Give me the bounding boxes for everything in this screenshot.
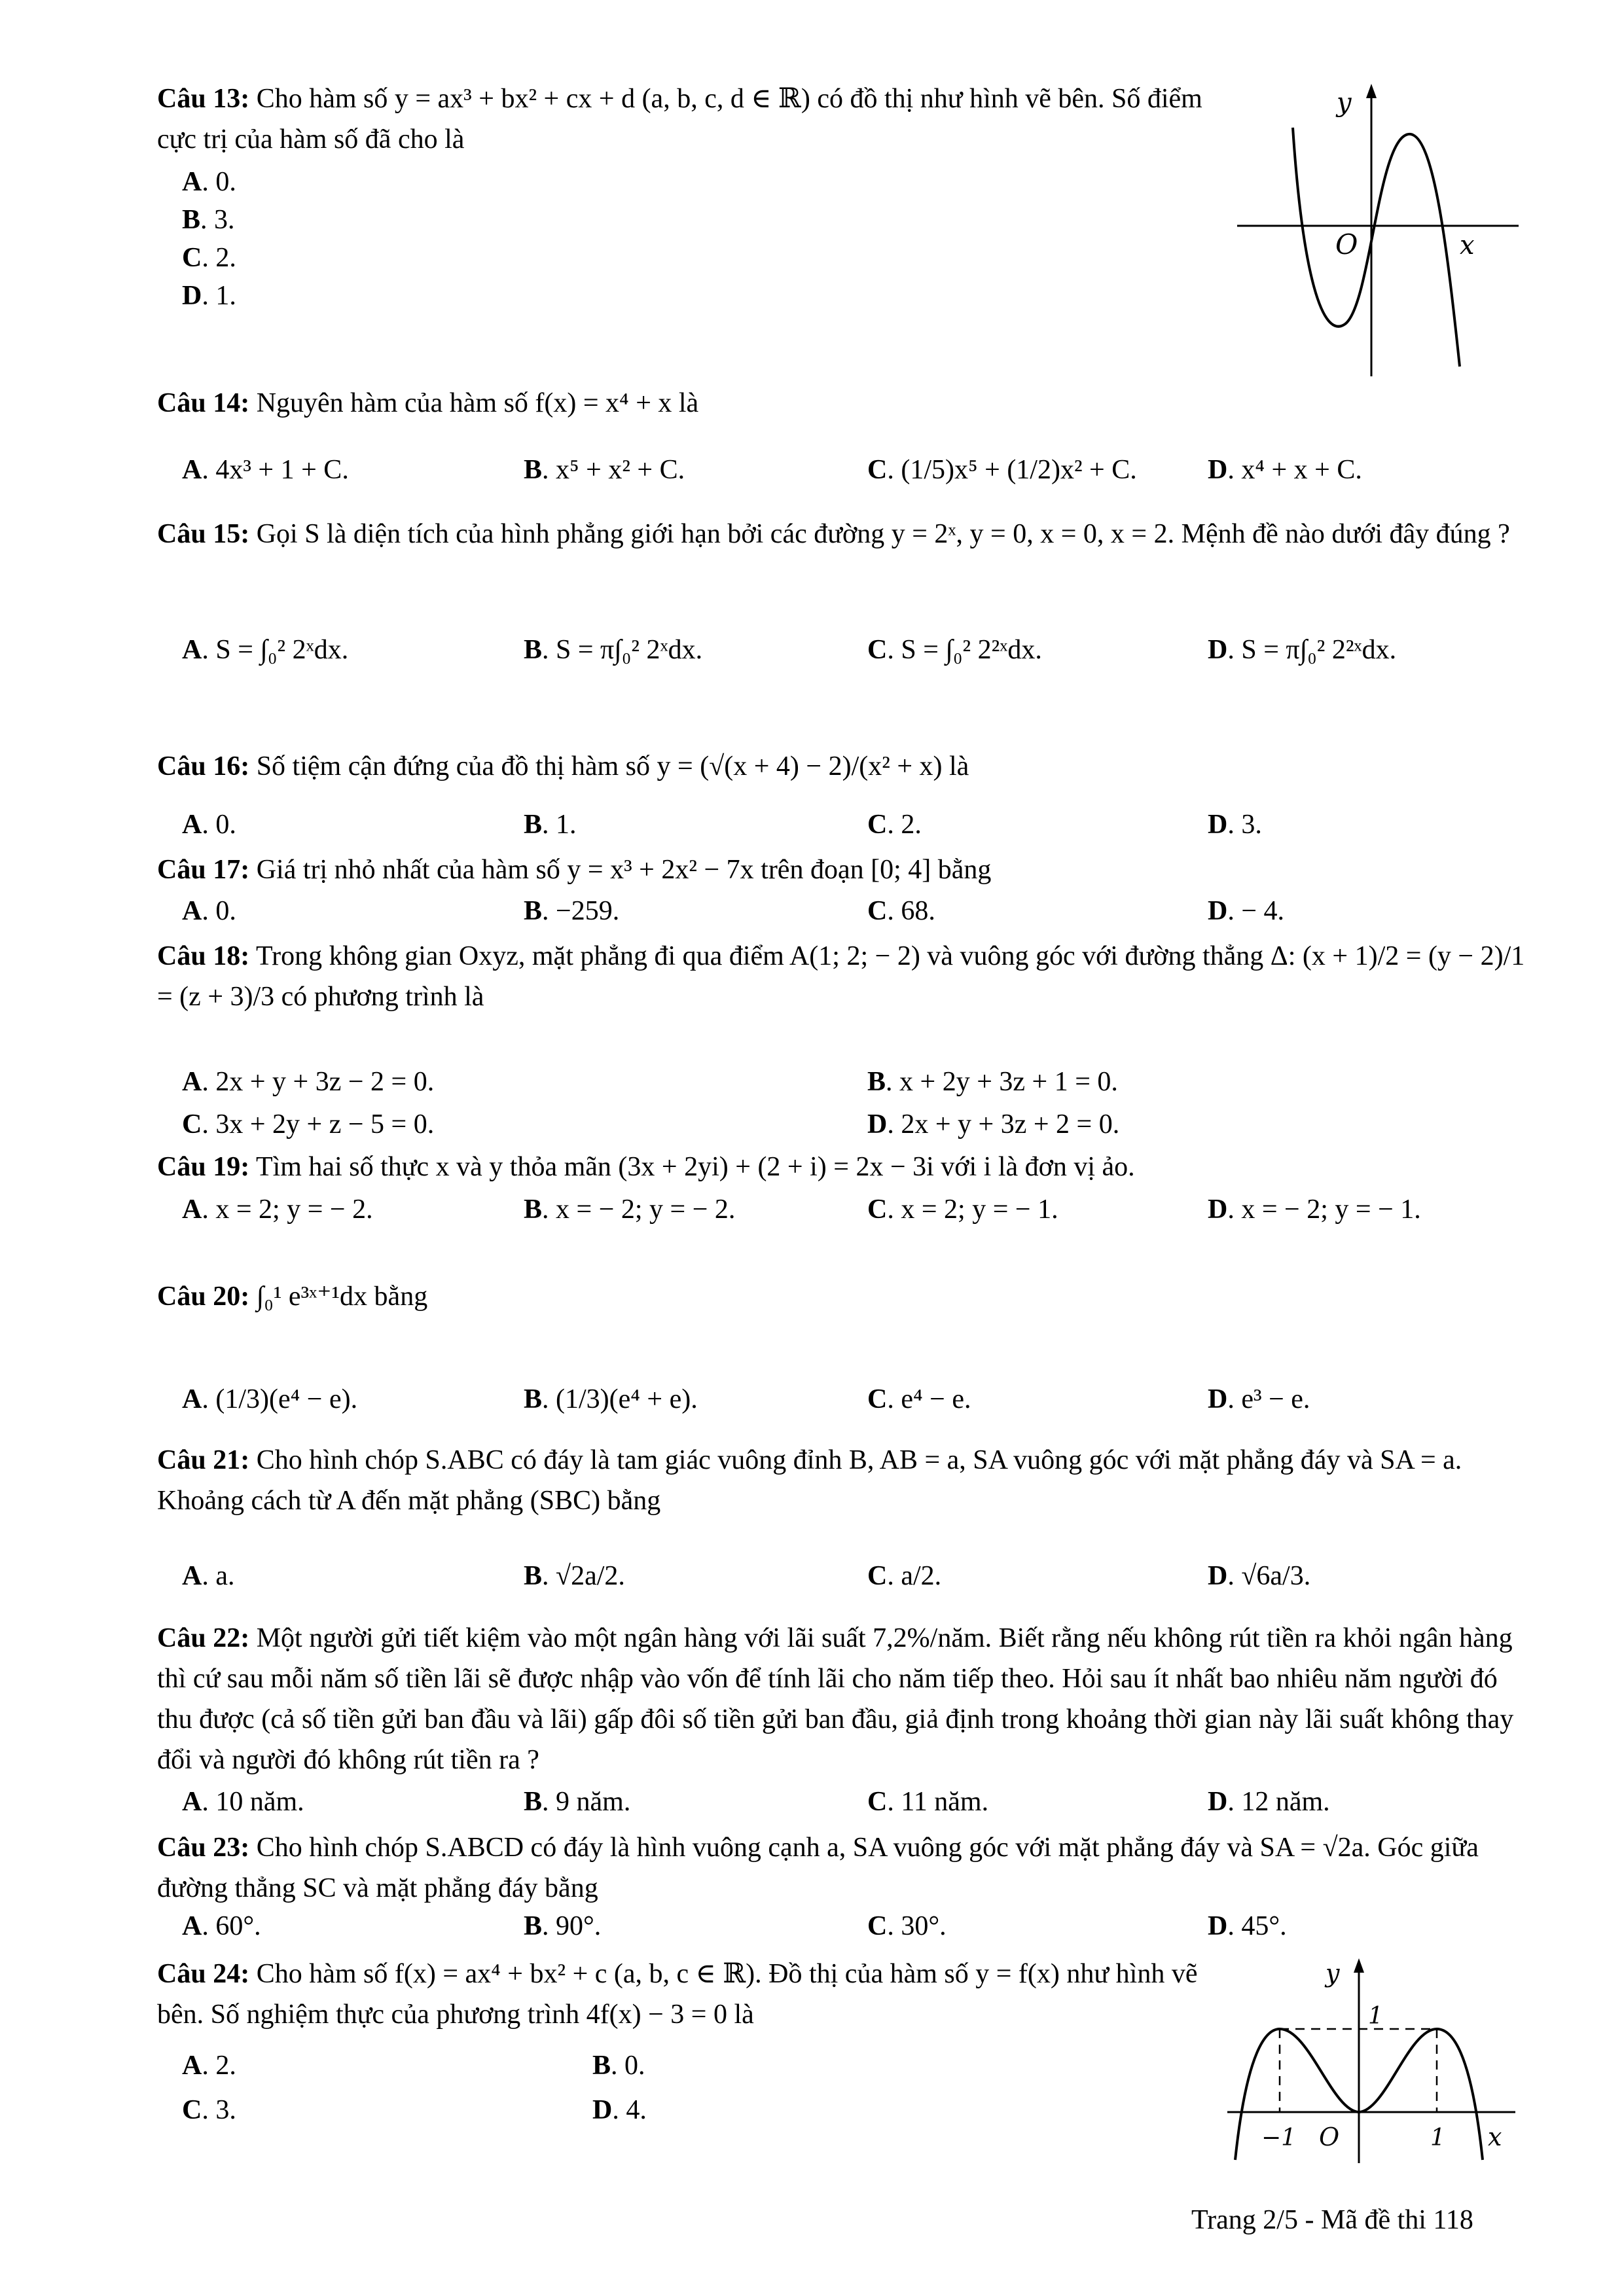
question-22-text: Một người gửi tiết kiệm vào một ngân hàng với lãi suất 7,2%/năm. Biết rằng nếu không rút tiền ra khỏi ngân hàng thì cứ sau mỗi năm số tiền lãi sẽ được nhập vào vốn để tính lãi cho năm tiếp theo. Hỏi sau ít nhất bao nhiêu năm người đó thu được (cả số tiền gửi ban đầu và lãi) gấp đôi số tiền gửi ban đầu, giả định trong khoảng thời gian này lãi suất không thay đổi và người đó không rút tiền ra ? xyxy=(157,1623,1514,1775)
question-24-text: Cho hàm số f(x) = ax⁴ + bx² + c (a, b, c ∈ ℝ). Đồ thị của hàm số y = f(x) như hình vẽ bên. Số nghiệm thực của phương trình 4f(x) − 3 = 0 là xyxy=(157,1959,1198,2030)
q24-y-tick-1: 1 xyxy=(1368,2003,1383,2030)
q17-option-a[interactable]: A. 0. xyxy=(182,896,236,926)
question-22-number: Câu 22: xyxy=(157,1623,250,1653)
question-20-text: ∫₀¹ e³ˣ⁺¹dx bằng xyxy=(256,1282,428,1312)
q24-option-c[interactable]: C. 3. xyxy=(182,2095,236,2125)
q24-x-label: x xyxy=(1488,2123,1502,2151)
q18-option-a[interactable]: A. 2x + y + 3z − 2 = 0. xyxy=(182,1067,435,1097)
question-20-stem xyxy=(157,1276,1538,1317)
q16-option-b[interactable]: B. 1. xyxy=(524,810,577,840)
q23-option-d[interactable]: D. 45°. xyxy=(1208,1911,1287,1941)
q24-y-arrow xyxy=(1354,1958,1364,1973)
q16-option-a[interactable]: A. 0. xyxy=(182,810,236,840)
q18-option-c[interactable]: C. 3x + 2y + z − 5 = 0. xyxy=(182,1109,435,1139)
q15-option-c[interactable]: C. S = ∫₀² 2²ˣdx. xyxy=(867,635,1042,665)
q13-option-a[interactable]: A. 0. xyxy=(182,167,236,197)
q22-option-a[interactable]: A. 10 năm. xyxy=(182,1787,304,1817)
q23-option-c[interactable]: C. 30°. xyxy=(867,1911,947,1941)
q19-option-b[interactable]: B. x = − 2; y = − 2. xyxy=(524,1194,736,1225)
question-24-stem xyxy=(157,1954,1204,2035)
q21-option-d[interactable]: D. √6a/3. xyxy=(1208,1561,1311,1591)
q19-option-d[interactable]: D. x = − 2; y = − 1. xyxy=(1208,1194,1421,1225)
q24-x-tick-neg1: −1 xyxy=(1261,2125,1297,2151)
q13-option-d[interactable]: D. 1. xyxy=(182,281,236,311)
q13-x-label: x xyxy=(1460,230,1475,260)
q24-y-label: y xyxy=(1326,1959,1340,1988)
question-19-text: Tìm hai số thực x và y thỏa mãn (3x + 2yi) + (2 + i) = 2x − 3i với i là đơn vị ảo. xyxy=(255,1152,1135,1182)
question-18-number: Câu 18: xyxy=(157,941,250,971)
question-16-text: Số tiệm cận đứng của đồ thị hàm số y = (√(x + 4) − 2)/(x² + x) là xyxy=(256,751,969,781)
q23-option-b[interactable]: B. 90°. xyxy=(524,1911,602,1941)
question-14-number: Câu 14: xyxy=(157,388,250,418)
q17-option-c[interactable]: C. 68. xyxy=(867,896,935,926)
q13-curve xyxy=(1293,128,1460,367)
q17-option-b[interactable]: B. −259. xyxy=(524,896,620,926)
question-18-text: Trong không gian Oxyz, mặt phẳng đi qua điểm A(1; 2; − 2) và vuông góc với đường thẳng Δ: (x + 1)/2 = (y − 2)/1 = (z + 3)/3 có phương trình là xyxy=(157,941,1525,1012)
q24-option-b[interactable]: B. 0. xyxy=(592,2051,645,2081)
q20-option-d[interactable]: D. e³ − e. xyxy=(1208,1384,1310,1414)
q24-quartic-graph xyxy=(1221,1950,1522,2166)
q24-x-tick-1: 1 xyxy=(1430,2125,1445,2151)
q21-option-c[interactable]: C. a/2. xyxy=(867,1561,942,1591)
question-21-number: Câu 21: xyxy=(157,1445,250,1475)
q13-cubic-graph xyxy=(1231,79,1532,380)
question-23-stem xyxy=(157,1827,1538,1909)
question-14-stem xyxy=(157,383,1538,423)
q13-y-label: y xyxy=(1337,88,1352,118)
q24-option-d[interactable]: D. 4. xyxy=(592,2095,647,2125)
question-23-text: Cho hình chóp S.ABCD có đáy là hình vuông cạnh a, SA vuông góc với mặt phẳng đáy và SA = √2a. Góc giữa đường thẳng SC và mặt phẳng đáy bằng xyxy=(157,1833,1479,1903)
q15-option-b[interactable]: B. S = π∫₀² 2ˣdx. xyxy=(524,635,703,665)
q21-option-a[interactable]: A. a. xyxy=(182,1561,235,1591)
q16-option-c[interactable]: C. 2. xyxy=(867,810,922,840)
question-16-number: Câu 16: xyxy=(157,751,250,781)
q20-option-b[interactable]: B. (1/3)(e⁴ + e). xyxy=(524,1384,698,1414)
question-19-number: Câu 19: xyxy=(157,1152,250,1182)
q16-option-d[interactable]: D. 3. xyxy=(1208,810,1262,840)
question-21-stem xyxy=(157,1440,1538,1521)
q15-option-a[interactable]: A. S = ∫₀² 2ˣdx. xyxy=(182,635,349,665)
q20-option-a[interactable]: A. (1/3)(e⁴ − e). xyxy=(182,1384,358,1414)
q14-option-a[interactable]: A. 4x³ + 1 + C. xyxy=(182,455,349,485)
question-24-number: Câu 24: xyxy=(157,1959,250,1989)
q17-option-d[interactable]: D. − 4. xyxy=(1208,896,1285,926)
q24-option-a[interactable]: A. 2. xyxy=(182,2051,236,2081)
question-16-stem xyxy=(157,746,1538,787)
q21-option-b[interactable]: B. √2a/2. xyxy=(524,1561,625,1591)
question-18-stem xyxy=(157,936,1538,1017)
question-17-text: Giá trị nhỏ nhất của hàm số y = x³ + 2x² − 7x trên đoạn [0; 4] bằng xyxy=(256,855,992,885)
q14-option-c[interactable]: C. (1/5)x⁵ + (1/2)x² + C. xyxy=(867,455,1137,485)
q15-option-d[interactable]: D. S = π∫₀² 2²ˣdx. xyxy=(1208,635,1397,665)
q22-option-b[interactable]: B. 9 năm. xyxy=(524,1787,631,1817)
page-footer: Trang 2/5 - Mã đề thi 118 xyxy=(1191,2205,1473,2235)
q24-origin-label: O xyxy=(1319,2123,1340,2151)
q13-option-c[interactable]: C. 2. xyxy=(182,243,236,273)
q23-option-a[interactable]: A. 60°. xyxy=(182,1911,261,1941)
q22-option-d[interactable]: D. 12 năm. xyxy=(1208,1787,1330,1817)
q19-option-a[interactable]: A. x = 2; y = − 2. xyxy=(182,1194,373,1225)
q13-origin-label: O xyxy=(1335,228,1358,260)
question-13-stem xyxy=(157,79,1244,160)
q18-option-d[interactable]: D. 2x + y + 3z + 2 = 0. xyxy=(867,1109,1120,1139)
question-19-stem xyxy=(157,1147,1538,1187)
question-13-text: Cho hàm số y = ax³ + bx² + cx + d (a, b, c, d ∈ ℝ) có đồ thị như hình vẽ bên. Số điểm cực trị của hàm số đã cho là xyxy=(157,84,1202,154)
question-20-number: Câu 20: xyxy=(157,1282,250,1312)
question-15-number: Câu 15: xyxy=(157,519,250,549)
q14-option-d[interactable]: D. x⁴ + x + C. xyxy=(1208,455,1362,485)
question-17-number: Câu 17: xyxy=(157,855,250,885)
question-22-stem xyxy=(157,1618,1538,1780)
question-17-stem xyxy=(157,850,1538,890)
q22-option-c[interactable]: C. 11 năm. xyxy=(867,1787,989,1817)
q14-option-b[interactable]: B. x⁵ + x² + C. xyxy=(524,455,685,485)
q19-option-c[interactable]: C. x = 2; y = − 1. xyxy=(867,1194,1058,1225)
question-21-text: Cho hình chóp S.ABC có đáy là tam giác vuông đỉnh B, AB = a, SA vuông góc với mặt phẳng đáy và SA = a. Khoảng cách từ A đến mặt phẳng (SBC) bằng xyxy=(157,1445,1462,1516)
q20-option-c[interactable]: C. e⁴ − e. xyxy=(867,1384,971,1414)
question-13-number: Câu 13: xyxy=(157,84,250,114)
question-23-number: Câu 23: xyxy=(157,1833,250,1863)
question-15-stem xyxy=(157,514,1538,554)
question-14-text: Nguyên hàm của hàm số f(x) = x⁴ + x là xyxy=(256,388,699,418)
question-15-text: Gọi S là diện tích của hình phẳng giới hạn bởi các đường y = 2ˣ, y = 0, x = 0, x = 2. Mệnh đề nào dưới đây đúng ? xyxy=(256,519,1510,549)
q13-y-arrow xyxy=(1366,84,1377,98)
q13-option-b[interactable]: B. 3. xyxy=(182,205,235,235)
q18-option-b[interactable]: B. x + 2y + 3z + 1 = 0. xyxy=(867,1067,1118,1097)
